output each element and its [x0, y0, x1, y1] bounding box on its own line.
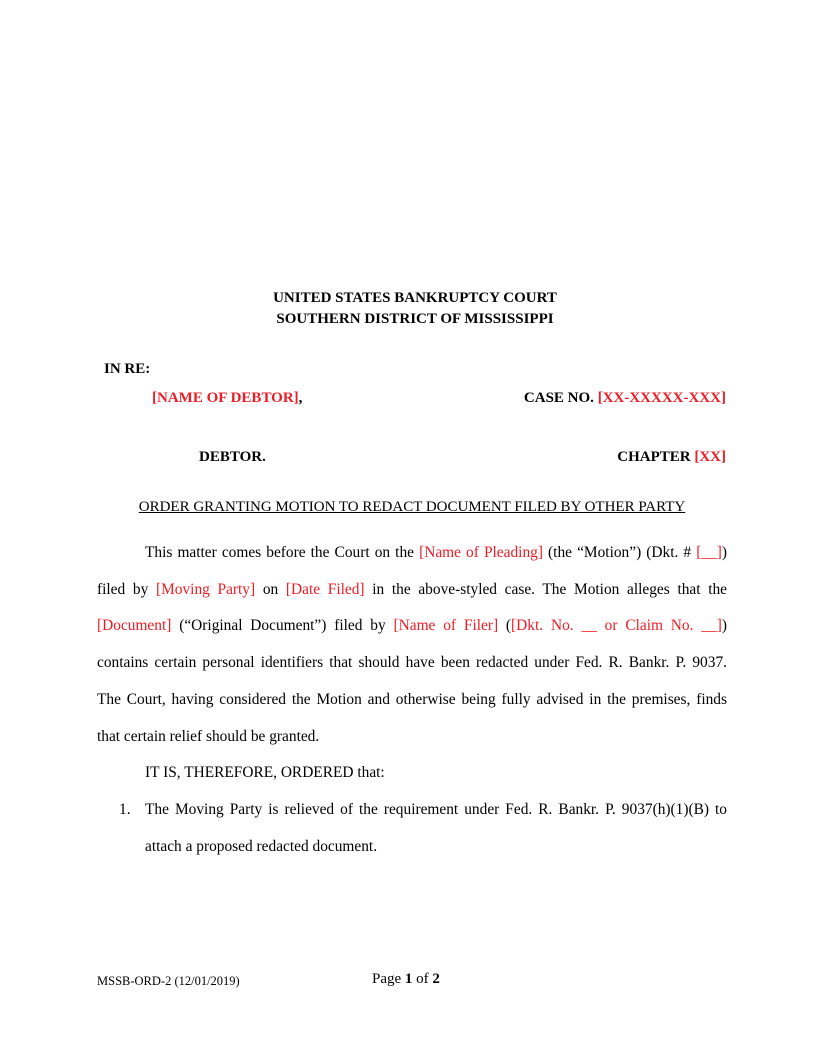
pleading-placeholder: [Name of Pleading]: [419, 544, 543, 561]
debtor-label: DEBTOR.: [199, 449, 266, 465]
page-number: Page 1 of 2: [372, 971, 440, 987]
docket-placeholder: [__]: [696, 544, 722, 561]
chapter: CHAPTER [XX]: [617, 449, 726, 465]
paragraph-line: contains certain personal identifiers that should have been redacted under Fed. R. Bankr. P. 9037.: [97, 654, 727, 672]
order-item-number: 1.: [119, 800, 131, 818]
docket-or-claim-placeholder: [Dkt. No. __ or Claim No. __]: [511, 617, 722, 635]
case-number-placeholder: [XX-XXXXX-XXX]: [597, 390, 726, 406]
order-body: [97, 535, 727, 865]
chapter-placeholder: [XX]: [694, 449, 726, 465]
form-id: MSSB-ORD-2 (12/01/2019): [97, 974, 240, 988]
order-item: [97, 792, 727, 829]
document-placeholder: [Document]: [97, 617, 172, 635]
in-re-label: IN RE:: [104, 361, 151, 377]
paragraph-line: filed by [Moving Party] on [Date Filed] in the above-styled case. The Motion alleges that the: [97, 580, 728, 598]
date-filed-placeholder: [Date Filed]: [285, 580, 365, 598]
paragraph-line: [Document] (“Original Document”) filed by [Name of Filer] ([Dkt. No. __ or Claim No. __]): [97, 617, 727, 635]
debtor-name-placeholder: [NAME OF DEBTOR]: [152, 390, 299, 406]
court-district: SOUTHERN DISTRICT OF MISSISSIPPI: [276, 311, 554, 327]
case-number: CASE NO. [XX-XXXXX-XXX]: [523, 390, 726, 406]
ordered-clause: IT IS, THEREFORE, ORDERED that:: [145, 764, 385, 782]
debtor-name-line: [NAME OF DEBTOR],: [152, 390, 303, 406]
court-name: UNITED STATES BANKRUPTCY COURT: [273, 290, 557, 306]
filer-placeholder: [Name of Filer]: [393, 617, 499, 635]
order-item-text: attach a proposed redacted document.: [145, 837, 378, 855]
order-item-text: The Moving Party is relieved of the requirement under Fed. R. Bankr. P. 9037(h)(1)(B) to: [145, 800, 727, 818]
order-title: ORDER GRANTING MOTION TO REDACT DOCUMENT FILED BY OTHER PARTY: [138, 499, 686, 515]
paragraph-line: This matter comes before the Court on the [Name of Pleading] (the “Motion”) (Dkt. # [__]): [145, 544, 728, 561]
paragraph-line: The Court, having considered the Motion and otherwise being fully advised in the premises, finds: [97, 690, 727, 708]
paragraph-line: that certain relief should be granted.: [97, 727, 320, 745]
moving-party-placeholder: [Moving Party]: [155, 580, 256, 598]
